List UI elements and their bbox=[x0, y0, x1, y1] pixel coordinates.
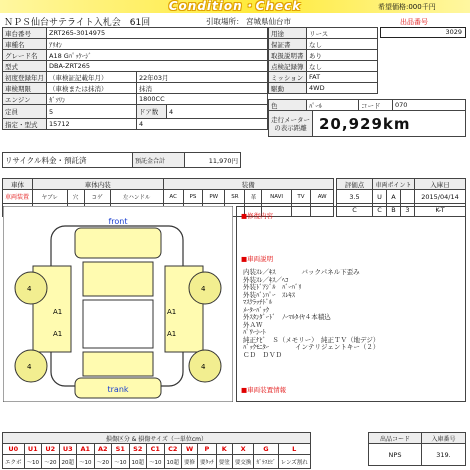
grade-row2-cell-1: C bbox=[373, 204, 387, 217]
drive-label: 駆動 bbox=[269, 83, 307, 94]
mileage-label-cell bbox=[269, 111, 313, 137]
report-title: ■車両説明 bbox=[241, 255, 274, 263]
equipment-item-2: コゲ bbox=[84, 190, 110, 204]
legend-meaning-7: 10超 bbox=[129, 455, 147, 469]
displacement-value: 1800CC bbox=[137, 94, 268, 105]
legend-meaning-6: ～10 bbox=[112, 455, 130, 469]
inspection-label: 車検期限 bbox=[3, 83, 47, 94]
equipment-item-0: ヤブレ bbox=[33, 190, 68, 204]
legend-code-13: X bbox=[232, 444, 254, 455]
mark-left-door-front: A1 bbox=[53, 308, 63, 316]
purpose-label: 用途 bbox=[269, 28, 307, 39]
equipment-item-8: 革 bbox=[245, 190, 262, 204]
grade-value: A18 Gﾊﾟｯｹｰｼﾞ bbox=[47, 50, 268, 61]
repair-title: ■修復内容 bbox=[241, 212, 274, 220]
grade-score: 3.5 bbox=[337, 190, 373, 204]
grade-label: グレード名 bbox=[3, 50, 47, 61]
plate-value: 15712 bbox=[47, 119, 137, 130]
front-hood bbox=[75, 228, 161, 258]
legend-code-15: L bbox=[278, 444, 310, 455]
legend-code-3: U3 bbox=[59, 444, 77, 455]
mileage-sublabel: の表示距離 bbox=[274, 123, 307, 132]
legend-meaning-12: 要塗 bbox=[216, 455, 232, 469]
lot-label: 出品番号 bbox=[400, 18, 428, 26]
equipment-item-7: SR bbox=[225, 190, 245, 204]
mark-wheel-rr: 4 bbox=[201, 363, 206, 371]
mark-right-door-front: A1 bbox=[167, 308, 177, 316]
mileage-label: 走行メーター bbox=[271, 115, 310, 124]
equipment-row-label: 車両装置 bbox=[3, 190, 33, 204]
legend-meaning-1: ～10 bbox=[24, 455, 42, 469]
inspection-value: 抹消 bbox=[137, 83, 268, 94]
doors-value: 4 bbox=[167, 105, 268, 119]
report-line-0: 内装ｽﾚ／ｷｽ バックパネル下歪み bbox=[243, 268, 360, 276]
vehicle-spec-table bbox=[268, 27, 378, 94]
mark-left-door-rear: A1 bbox=[53, 330, 63, 338]
grade-row2-cell-2: B bbox=[387, 204, 401, 217]
equipment-section-label: 車体 bbox=[3, 179, 33, 190]
mileage-table bbox=[268, 110, 466, 137]
recycle-label: リサイクル料金・預託済 bbox=[3, 153, 133, 168]
grade-header: 評価点 bbox=[337, 179, 373, 190]
grade-row2-cell-3: 3 bbox=[401, 204, 415, 217]
report-line-9: 純正ﾅﾋﾞ Ｓ（メモリー） 純正ＴＶ（地デジ） bbox=[243, 335, 380, 344]
equipment-item-9: NAVI bbox=[262, 190, 291, 204]
legend-meaning-13: 要交換 bbox=[232, 455, 254, 469]
recycle-total-value: 11,970円 bbox=[185, 153, 241, 168]
legend-code-2: U2 bbox=[42, 444, 60, 455]
equipment-item-4: AC bbox=[163, 190, 183, 204]
legend-meaning-5: ～20 bbox=[94, 455, 112, 469]
venue-value: 宮城県仙台市 bbox=[246, 17, 291, 26]
legend-code-12: K bbox=[216, 444, 232, 455]
inspection-note: （車検または抹消） bbox=[47, 83, 137, 94]
first-reg-label: 初度登録年月 bbox=[3, 72, 47, 83]
extra-title: ■車両装置情報 bbox=[241, 386, 287, 394]
legend-code-5: A2 bbox=[94, 444, 112, 455]
entry-value: 319. bbox=[422, 444, 466, 466]
entry-label: 入庫番号 bbox=[422, 433, 466, 444]
legend-meaning-10: 要修 bbox=[182, 455, 198, 469]
first-reg-note: （車検証記載年月） bbox=[47, 72, 137, 83]
first-reg-value: 22年03月 bbox=[137, 72, 268, 83]
mark-right-door-rear: A1 bbox=[167, 330, 177, 338]
mission-value: FAT bbox=[307, 72, 378, 83]
legend-meaning-0: エクボ bbox=[3, 455, 25, 469]
mileage-value: 20,929km bbox=[313, 111, 466, 137]
front-label: front bbox=[108, 217, 128, 226]
lot-code-value: NPS bbox=[369, 444, 422, 466]
equipment-header: 装備 bbox=[163, 179, 334, 190]
report-line-5: ﾒｰﾀｰﾊﾞｯｸ bbox=[243, 305, 269, 314]
engine-value: ｶﾞｿﾘﾝ bbox=[47, 94, 137, 105]
recycle-table bbox=[2, 152, 466, 168]
engine-label: エンジン bbox=[3, 94, 47, 105]
auction-name: ＮＰＳ仙台サテライト入札会 61回 bbox=[4, 18, 151, 28]
color-label: 色 bbox=[269, 100, 307, 111]
legend-code-1: U1 bbox=[24, 444, 42, 455]
legend-code-14: G bbox=[254, 444, 278, 455]
name-label: 車種名 bbox=[3, 39, 47, 50]
capacity-label: 定員 bbox=[3, 105, 47, 119]
legend-code-6: S1 bbox=[112, 444, 130, 455]
drive-value: 4WD bbox=[307, 83, 378, 94]
plate-label: 指定・型式 bbox=[3, 119, 47, 130]
report-line-10: ﾊﾞｯｸﾓﾆﾀｰ インテリジェントキー（２） bbox=[243, 343, 380, 351]
chassis-value: ZRT265-3014975 bbox=[47, 28, 268, 39]
mission-label: ミッション bbox=[269, 72, 307, 83]
manual-label: 取扱説明書 bbox=[269, 50, 307, 61]
model-label: 型式 bbox=[3, 61, 47, 72]
record-value: なし bbox=[307, 61, 378, 72]
legend-meaning-2: ～20 bbox=[42, 455, 60, 469]
equipment-item-1: 穴 bbox=[67, 190, 84, 204]
legend-code-9: C2 bbox=[164, 444, 182, 455]
legend-code-4: A1 bbox=[77, 444, 95, 455]
lot-code-label: 出品コード bbox=[369, 433, 422, 444]
legend-header: 損傷区分 & 損傷サイズ（一単位cm） bbox=[3, 433, 311, 444]
trunk-label: trank bbox=[107, 385, 129, 394]
color-code-value: 070 bbox=[393, 100, 466, 111]
legend-meaning-15: レンズ割れ bbox=[278, 455, 310, 469]
points-header: 車両ポイント bbox=[373, 179, 415, 190]
equipment-item-6: PW bbox=[203, 190, 225, 204]
legend-meaning-8: ～10 bbox=[147, 455, 165, 469]
legend-meaning-3: 20超 bbox=[59, 455, 77, 469]
hope-price: 希望価格:000千円 bbox=[378, 3, 436, 11]
color-code-label: コード bbox=[359, 100, 393, 111]
equipment-item-3: 左ハンドル bbox=[110, 190, 163, 204]
report-line-2: 外装ﾄﾞｱｼﾞﾙ ﾊﾞｰﾊﾞﾘ bbox=[243, 283, 302, 291]
report-line-4: ﾏｽｸﾗｯﾁﾄﾞﾙ bbox=[243, 298, 273, 306]
chassis-label: 車台番号 bbox=[3, 28, 47, 39]
doors-label: ドア数 bbox=[137, 105, 167, 119]
report-line-1: 外装ｽﾚ／ｷｽ／ﾍｺ bbox=[243, 275, 289, 284]
legend-code-7: S2 bbox=[129, 444, 147, 455]
recycle-total-label: 預託金合計 bbox=[133, 153, 185, 168]
grade-row2-cell-0: C bbox=[337, 204, 373, 217]
legend-meaning-4: ～10 bbox=[77, 455, 95, 469]
legend-meaning-11: 要ﾀｯﾁ bbox=[198, 455, 217, 469]
plate-value-2: 4 bbox=[137, 119, 268, 130]
lot-code-table bbox=[368, 432, 466, 466]
equipment-item-11: AW bbox=[311, 190, 334, 204]
entry-date: 2015/04/14 bbox=[415, 190, 466, 204]
notes-panel bbox=[236, 206, 466, 402]
legend-code-11: P bbox=[198, 444, 217, 455]
grade-u: U bbox=[373, 190, 387, 204]
report-line-8: ﾊﾟﾜｰｼｰﾄ bbox=[243, 328, 266, 336]
legend-code-8: C1 bbox=[147, 444, 165, 455]
lot-number: 3029 bbox=[380, 27, 466, 38]
legend-table bbox=[2, 432, 311, 469]
legend-meaning-9: 10超 bbox=[164, 455, 182, 469]
grade-a: A bbox=[387, 190, 401, 204]
legend-code-10: W bbox=[182, 444, 198, 455]
legend-meaning-14: ｶﾞﾗｽﾋﾋﾞ bbox=[254, 455, 278, 469]
manual-value: あり bbox=[307, 50, 378, 61]
capacity-value: 5 bbox=[47, 105, 137, 119]
report-line-11: ＣＤ ＤＶＤ bbox=[243, 350, 282, 359]
rear-panel bbox=[83, 352, 153, 376]
mark-wheel-fl: 4 bbox=[27, 285, 32, 293]
vehicle-info-table bbox=[2, 27, 268, 130]
car-diagram bbox=[3, 206, 233, 402]
report-line-6: 外ｽﾀﾝﾀﾞｰﾄﾞ ﾉｰﾏﾙﾀｲﾔ４本積込 bbox=[243, 313, 331, 321]
grade-row2-cell-4: K-T bbox=[415, 204, 466, 217]
warranty-label: 保証書 bbox=[269, 39, 307, 50]
purpose-value: リース bbox=[307, 28, 378, 39]
equipment-item-5: PS bbox=[183, 190, 202, 204]
color-value: ﾊﾟｰﾙ bbox=[307, 100, 359, 111]
front-panel bbox=[83, 262, 153, 296]
record-label: 点検記録簿 bbox=[269, 61, 307, 72]
name-value: ｱﾘｵﾝ bbox=[47, 39, 268, 50]
legend-code-0: U0 bbox=[3, 444, 25, 455]
roof-panel bbox=[83, 300, 153, 348]
mark-wheel-fr: 4 bbox=[201, 285, 206, 293]
report-line-3: 外装ﾊﾞﾝﾊﾟｰ ｽﾚｷｽ bbox=[243, 290, 295, 299]
warranty-value: なし bbox=[307, 39, 378, 50]
report-lines bbox=[243, 269, 465, 359]
condition-header: 車体内装 bbox=[33, 179, 164, 190]
date-header: 入庫日 bbox=[415, 179, 466, 190]
model-value: DBA-ZRT265 bbox=[47, 61, 268, 72]
page-title: Condition・Check bbox=[168, 0, 302, 13]
mark-wheel-rl: 4 bbox=[27, 363, 32, 371]
venue-label: 引取場所： bbox=[206, 17, 244, 26]
report-line-7: 外ＡＷ bbox=[243, 320, 263, 329]
equipment-item-10: TV bbox=[291, 190, 311, 204]
